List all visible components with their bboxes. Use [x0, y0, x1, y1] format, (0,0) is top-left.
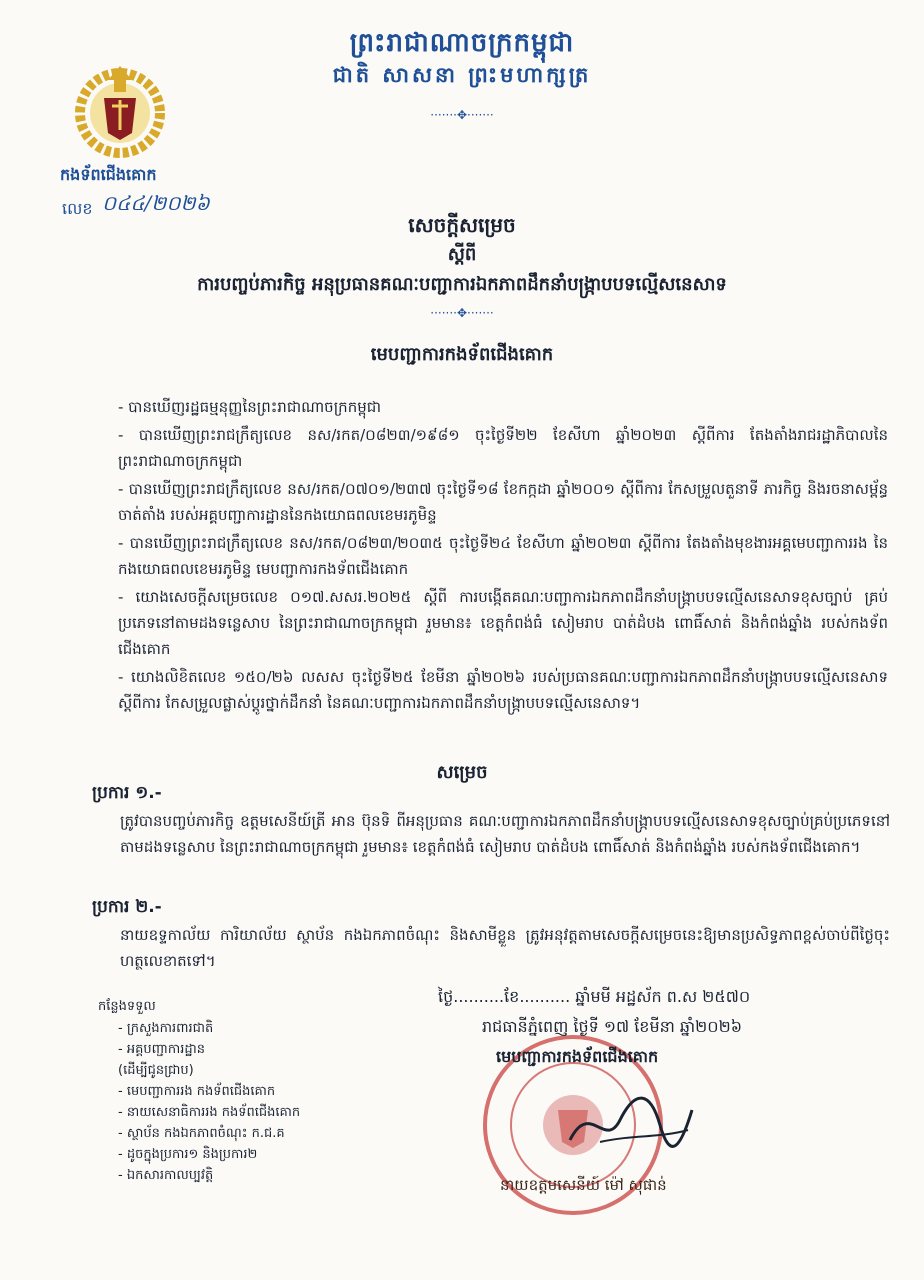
visa-item: - យោងសេចក្តីសម្រេចលេខ ០១៧.សសរ.២០២៥ ស្តីពី ការបង្កើតគណៈបញ្ជាការឯកភាពដឹកនាំបង្ក្រាបបទល្មើសនេសាទខុសច្បាប់ គ្រប់ប្រភេទនៅតាមដងទន្លេសាប នៃព្រះរាជាណាចក្រកម្ពុជា រួមមាន៖ ខេត្តកំពង់ធំ សៀមរាប បាត់ដំបង ពោធិ៍សាត់ និងកំពង់ឆ្នាំង របស់កងទ័ពជើងគោក	[118, 588, 888, 658]
document-subject: ការបញ្ចប់ភារកិច្ច អនុប្រធានគណៈបញ្ជាការឯកភាពដឹកនាំបង្ក្រាបបទល្មើសនេសាទ	[197, 274, 727, 295]
handwritten-signature-icon	[560, 1080, 700, 1160]
about-label: ស្តីពី	[447, 244, 477, 265]
visa-item: - បានឃើញព្រះរាជក្រឹត្យលេខ នស/រកត/០៧០១/២៣៧ ចុះថ្ងៃទី១៨ ខែកក្កដា ឆ្នាំ២០០១ ស្តីពីការ កែសម្រួលតួនាទី ភារកិច្ច និងរចនាសម្ព័ន្ធចាត់តាំង របស់អគ្គបញ្ជាការដ្ឋាននៃកងយោធពលខេមរភូមិន្ទ	[118, 480, 888, 524]
recipient-item: - នាយសេនាធិការរង កងទ័ពជើងគោក	[118, 1105, 301, 1120]
recipient-item: - ឯកសារកាលប្បវត្តិ	[118, 1168, 214, 1183]
recipients-list	[118, 1018, 300, 1186]
national-motto: ជាតិ សាសនា ព្រះមហាក្សត្រ	[332, 63, 592, 87]
recipient-item: - ដូចក្នុងប្រការ១ និងប្រការ២	[118, 1147, 258, 1162]
recipients-heading: កន្លែងទទួល	[98, 999, 156, 1014]
visa-item: - បានឃើញព្រះរាជក្រឹត្យលេខ នស/រកត/០៨២៣/២០៣៥ ចុះថ្ងៃទី២៤ ខែសីហា ឆ្នាំ២០២៣ ស្តីពីការ តែងតាំងមុខងារអគ្គមេបញ្ជាការរង នៃកងយោធពលខេមរភូមិន្ទ មេបញ្ជាការកងទ័ពជើងគោក	[118, 534, 888, 578]
article-2-label: ប្រការ ២.-	[92, 897, 162, 917]
article-2-body: នាយឧទ្ទកាល័យ ការិយាល័យ ស្ថាប័ន កងឯកភាពចំណុះ និងសាមីខ្លួន ត្រូវអនុវត្តតាមសេចក្តីសម្រេចនេះឱ្យមានប្រសិទ្ធភាពខ្ពស់ចាប់ពីថ្ងៃចុះហត្ថលេខាតទៅ។	[120, 926, 890, 970]
signatory-title: មេបញ្ជាការកងទ័ពជើងគោក	[496, 1047, 659, 1066]
issuing-unit: កងទ័ពជើងគោក	[60, 165, 157, 184]
visa-item: - យោងលិខិតលេខ ១៥០/២៦ លសស ចុះថ្ងៃទី២៥ ខែមីនា ឆ្នាំ២០២៦ របស់ប្រធានគណៈបញ្ជាការឯកភាពដឹកនាំបង្ក្រាបបទល្មើសនេសាទ ស្តីពីការ កែសម្រួលផ្លាស់ប្តូរថ្នាក់ដឹកនាំ នៃគណៈបញ្ជាការឯកភាពដឹកនាំបង្ក្រាបបទល្មើសនេសាទ។	[118, 668, 888, 712]
reference-label: លេខ	[62, 199, 93, 218]
recipient-item: - ស្ថាប័ន កងឯកភាពចំណុះ ក.ជ.គ	[118, 1126, 285, 1141]
army-emblem-icon	[70, 58, 170, 158]
recipient-item: - មេបញ្ជាការរង កងទ័ពជើងគោក	[118, 1084, 276, 1099]
lunar-date: ថ្ងៃ..........ខែ.......... ឆ្នាំមមី អដ្ឋស័ក ព.ស ២៥៧០	[438, 987, 751, 1006]
place-and-date: រាជធានីភ្នំពេញ ថ្ងៃទី ១៧ ខែមីនា ឆ្នាំ២០២៦	[482, 1017, 743, 1036]
header-ornament: ·······✥·······	[430, 108, 494, 122]
visa-item: - បានឃើញព្រះរាជក្រឹត្យលេខ នស/រកត/០៨២៣/១៩៨១ ចុះថ្ងៃទី២២ ខែសីហា ឆ្នាំ២០២៣ ស្តីពីការ តែងតាំងរាជរដ្ឋាភិបាលនៃព្រះរាជាណាចក្រកម្ពុជា	[118, 426, 888, 470]
recipient-item: - អគ្គបញ្ជាការដ្ឋាន	[118, 1042, 205, 1057]
document-type: សេចក្តីសម្រេច	[408, 213, 516, 237]
authority-title: មេបញ្ជាការកងទ័ពជើងគោក	[370, 344, 554, 365]
article-1-body: ត្រូវបានបញ្ចប់ភារកិច្ច ឧត្តមសេនីយ៍ត្រី អាន ប៊ុនទិ ពីអនុប្រធាន គណៈបញ្ជាការឯកភាពដឹកនាំបង្ក្រាបបទល្មើសនេសាទខុសច្បាប់គ្រប់ប្រភេទនៅតាមដងទន្លេសាប នៃព្រះរាជាណាចក្រកម្ពុជា រួមមាន៖ ខេត្តកំពង់ធំ សៀមរាប បាត់ដំបង ពោធិ៍សាត់ និងកំពង់ឆ្នាំង របស់កងទ័ពជើងគោក។	[120, 812, 890, 856]
decision-heading: សម្រេច	[436, 762, 488, 783]
reference-number: ០៤៤/២០២៦	[102, 191, 210, 215]
visa-item: - បានឃើញរដ្ឋធម្មនុញ្ញនៃព្រះរាជាណាចក្រកម្ពុជា	[118, 398, 382, 416]
kingdom-title: ព្រះរាជាណាចក្រកម្ពុជា	[349, 28, 575, 58]
subject-ornament: ·······✥·······	[430, 306, 494, 320]
article-1-label: ប្រការ ១.-	[92, 783, 162, 803]
visa-list	[118, 394, 888, 718]
signer-name: នាយឧត្តមសេនីយ៍ ម៉ៅ សុផាន់	[500, 1176, 667, 1194]
recipient-item: (ដើម្បីជូនជ្រាប)	[118, 1063, 194, 1078]
recipient-item: - ក្រសួងការពារជាតិ	[118, 1021, 214, 1036]
